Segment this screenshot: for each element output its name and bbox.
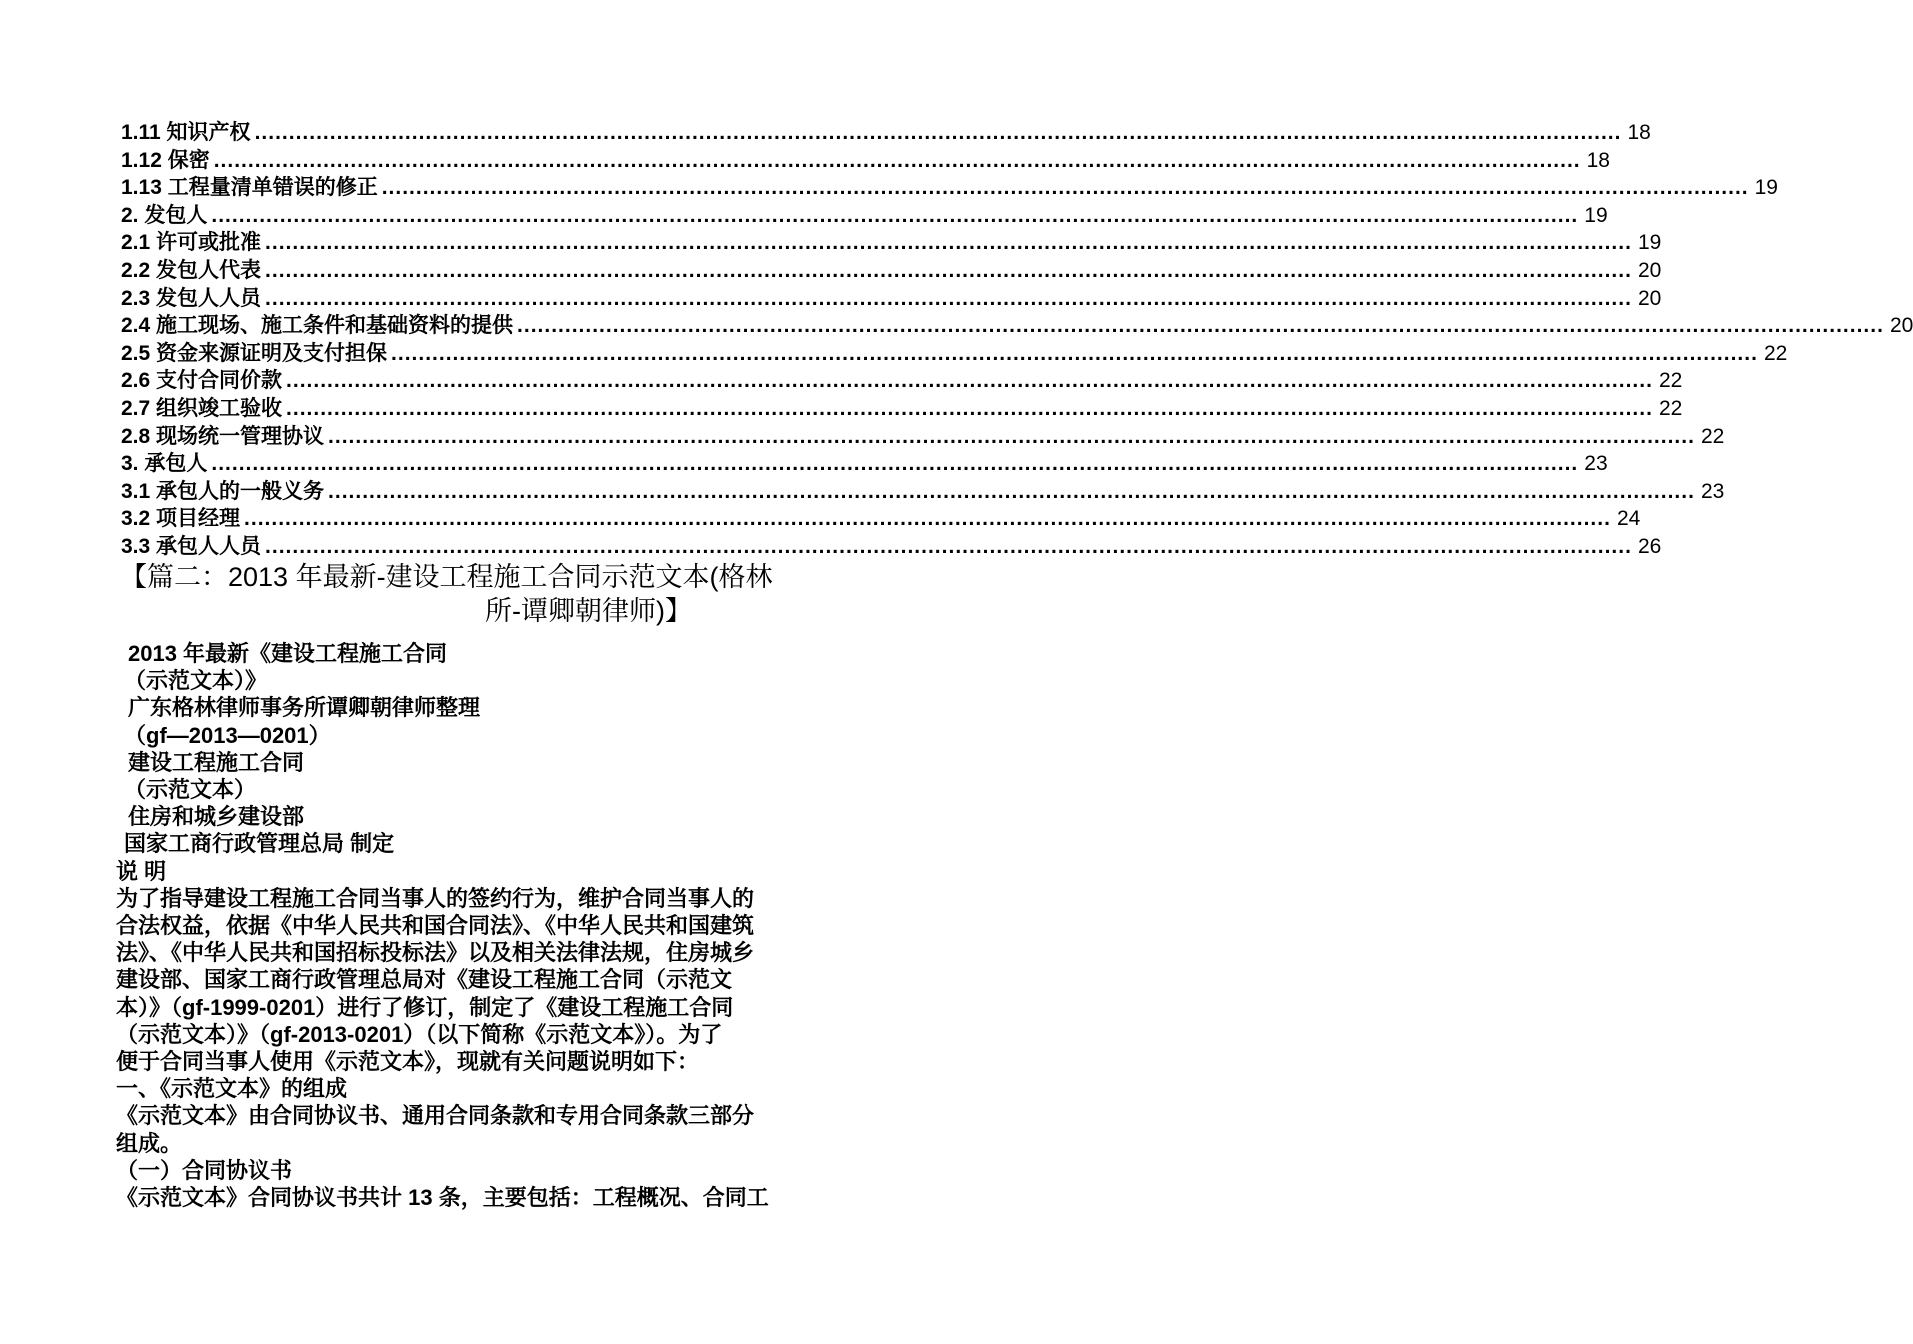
toc-entry-page: 22 <box>1763 341 1788 365</box>
agreement-paragraph <box>116 1184 836 1211</box>
toc-leader-dots: ........................................................................................................................................................................................................ <box>517 314 1884 338</box>
toc-entry-label: 2.4 施工现场、施工条件和基础资料的提供 <box>121 314 514 338</box>
toc-entry-label: 1.12 保密 <box>121 148 210 172</box>
section-title <box>120 560 832 628</box>
toc-entry[interactable] <box>121 475 1725 503</box>
toc-entry[interactable] <box>121 420 1725 448</box>
paragraph-line: 建设部、国家工商行政管理总局对《建设工程施工合同（示范文 <box>116 967 733 993</box>
toc-leader-dots: ........................................................................................................................................................................................................ <box>265 286 1632 310</box>
toc-entry-label: 2.8 现场统一管理协议 <box>121 424 325 448</box>
toc-leader-dots: ........................................................................................................................................................................................................ <box>328 424 1695 448</box>
toc-leader-dots: ........................................................................................................................................................................................................ <box>391 341 1758 365</box>
toc-entry-label: 2. 发包人 <box>121 203 208 227</box>
doc-heading-line: （示范文本） <box>124 777 257 803</box>
toc-entry-page: 19 <box>1754 176 1778 200</box>
section-title-line-2: 所-谭卿朝律师)】 <box>485 596 692 626</box>
toc-leader-dots: ........................................................................................................................................................................................................ <box>265 231 1632 255</box>
toc-entry-label: 3.2 项目经理 <box>121 507 241 531</box>
toc-entry-page: 23 <box>1700 479 1725 503</box>
toc-entry[interactable] <box>121 502 1641 531</box>
toc-entry[interactable] <box>121 199 1608 227</box>
toc-entry-page: 24 <box>1616 507 1641 531</box>
explanation-paragraph <box>116 885 836 1075</box>
toc-entry[interactable] <box>121 309 1913 338</box>
subsection-heading: （一）合同协议书 <box>116 1157 293 1183</box>
toc-entry[interactable] <box>121 116 1651 144</box>
doc-heading-line: 国家工商行政管理总局 制定 <box>124 831 395 857</box>
toc-entry[interactable] <box>121 226 1662 255</box>
toc-entry-page: 20 <box>1637 286 1662 310</box>
paragraph-line: 本）》（gf-1999-0201）进行了修订，制定了《建设工程施工合同 <box>116 994 734 1020</box>
toc-entry-label: 1.11 知识产权 <box>121 121 251 144</box>
toc-entry-page: 18 <box>1627 121 1651 144</box>
toc-leader-dots: ........................................................................................................................................................................................................ <box>286 369 1653 393</box>
document-body <box>116 640 836 1211</box>
toc-entry-page: 18 <box>1586 148 1610 172</box>
explanation-heading: 说 明 <box>116 858 167 884</box>
doc-heading-line: 广东格林律师事务所谭卿朝律师整理 <box>128 695 481 721</box>
doc-heading-line: 2013 年最新《建设工程施工合同 <box>128 641 448 666</box>
section-heading: 一、《示范文本》的组成 <box>116 1076 348 1102</box>
toc-entry-page: 22 <box>1658 369 1683 393</box>
toc-entry-label: 2.5 资金来源证明及支付担保 <box>121 341 388 365</box>
toc-entry[interactable] <box>121 447 1608 476</box>
toc-entry-label: 3.1 承包人的一般义务 <box>121 479 325 503</box>
toc-entry-label: 1.13 工程量清单错误的修正 <box>121 176 378 200</box>
toc-leader-dots: ........................................................................................................................................................................................................ <box>244 507 1611 531</box>
toc-leader-dots: ........................................................................................................................................................................................................ <box>254 121 1622 144</box>
section-title-line-1: 【篇二：2013 年最新-建设工程施工合同示范文本(格林 <box>120 562 773 592</box>
toc-entry-label: 3. 承包人 <box>121 452 208 476</box>
toc-leader-dots: ........................................................................................................................................................................................................ <box>213 148 1581 172</box>
toc-entry[interactable] <box>121 171 1778 200</box>
toc-leader-dots: ........................................................................................................................................................................................................ <box>381 176 1749 200</box>
paragraph-line: 为了指导建设工程施工合同当事人的签约行为，维护合同当事人的 <box>116 885 755 911</box>
paragraph-line: 合法权益，依据《中华人民共和国合同法》、《中华人民共和国建筑 <box>116 913 755 939</box>
doc-heading-line: 建设工程施工合同 <box>128 749 305 775</box>
toc-entry[interactable] <box>121 144 1610 172</box>
toc-entry-page: 22 <box>1658 396 1683 420</box>
paragraph-line: 法》、《中华人民共和国招标投标法》以及相关法律法规，住房城乡 <box>116 940 755 966</box>
toc-entry-page: 26 <box>1637 534 1662 558</box>
toc-entry-label: 3.3 承包人人员 <box>121 534 262 558</box>
toc-entry[interactable] <box>121 530 1662 558</box>
paragraph-line: 《示范文本》由合同协议书、通用合同条款和专用合同条款三部分 <box>116 1103 755 1129</box>
toc-entry-label: 2.7 组织竣工验收 <box>121 396 283 420</box>
composition-paragraph <box>116 1102 836 1156</box>
paragraph-line: 《示范文本》合同协议书共计 13 条，主要包括：工程概况、合同工 <box>116 1185 769 1211</box>
toc-leader-dots: ........................................................................................................................................................................................................ <box>286 396 1653 420</box>
toc-entry-label: 2.1 许可或批准 <box>121 231 262 255</box>
toc-entry-label: 2.6 支付合同价款 <box>121 369 283 393</box>
toc-leader-dots: ........................................................................................................................................................................................................ <box>265 258 1632 282</box>
paragraph-line: 组成。 <box>116 1130 183 1156</box>
toc-entry-page: 22 <box>1700 424 1725 448</box>
paragraph-line: （示范文本）》（gf-2013-0201）（以下简称《示范文本》）。为了 <box>116 1021 723 1047</box>
toc-entry-page: 19 <box>1584 203 1608 227</box>
toc-entry[interactable] <box>121 337 1788 365</box>
toc-entry-label: 2.2 发包人代表 <box>121 258 262 282</box>
doc-heading-line: （示范文本）》 <box>124 668 268 694</box>
toc-entry[interactable] <box>121 282 1662 310</box>
toc-entry[interactable] <box>121 392 1683 420</box>
toc-entry-page: 20 <box>1637 258 1662 282</box>
doc-heading-line: （gf—2013—0201） <box>124 722 331 748</box>
toc-entry[interactable] <box>121 364 1683 393</box>
toc-leader-dots: ........................................................................................................................................................................................................ <box>265 534 1632 558</box>
toc-entry[interactable] <box>121 254 1662 282</box>
toc-entry-page: 23 <box>1584 452 1608 476</box>
toc-leader-dots: ........................................................................................................................................................................................................ <box>328 479 1695 503</box>
paragraph-line: 便于合同当事人使用《示范文本》，现就有关问题说明如下： <box>116 1049 700 1075</box>
table-of-contents <box>121 116 1913 558</box>
toc-leader-dots: ........................................................................................................................................................................................................ <box>211 203 1579 227</box>
doc-heading-line: 住房和城乡建设部 <box>128 804 305 830</box>
toc-entry-label: 2.3 发包人人员 <box>121 286 262 310</box>
toc-entry-page: 19 <box>1637 231 1662 255</box>
toc-leader-dots: ........................................................................................................................................................................................................ <box>211 452 1579 476</box>
toc-entry-page: 20 <box>1889 314 1913 338</box>
